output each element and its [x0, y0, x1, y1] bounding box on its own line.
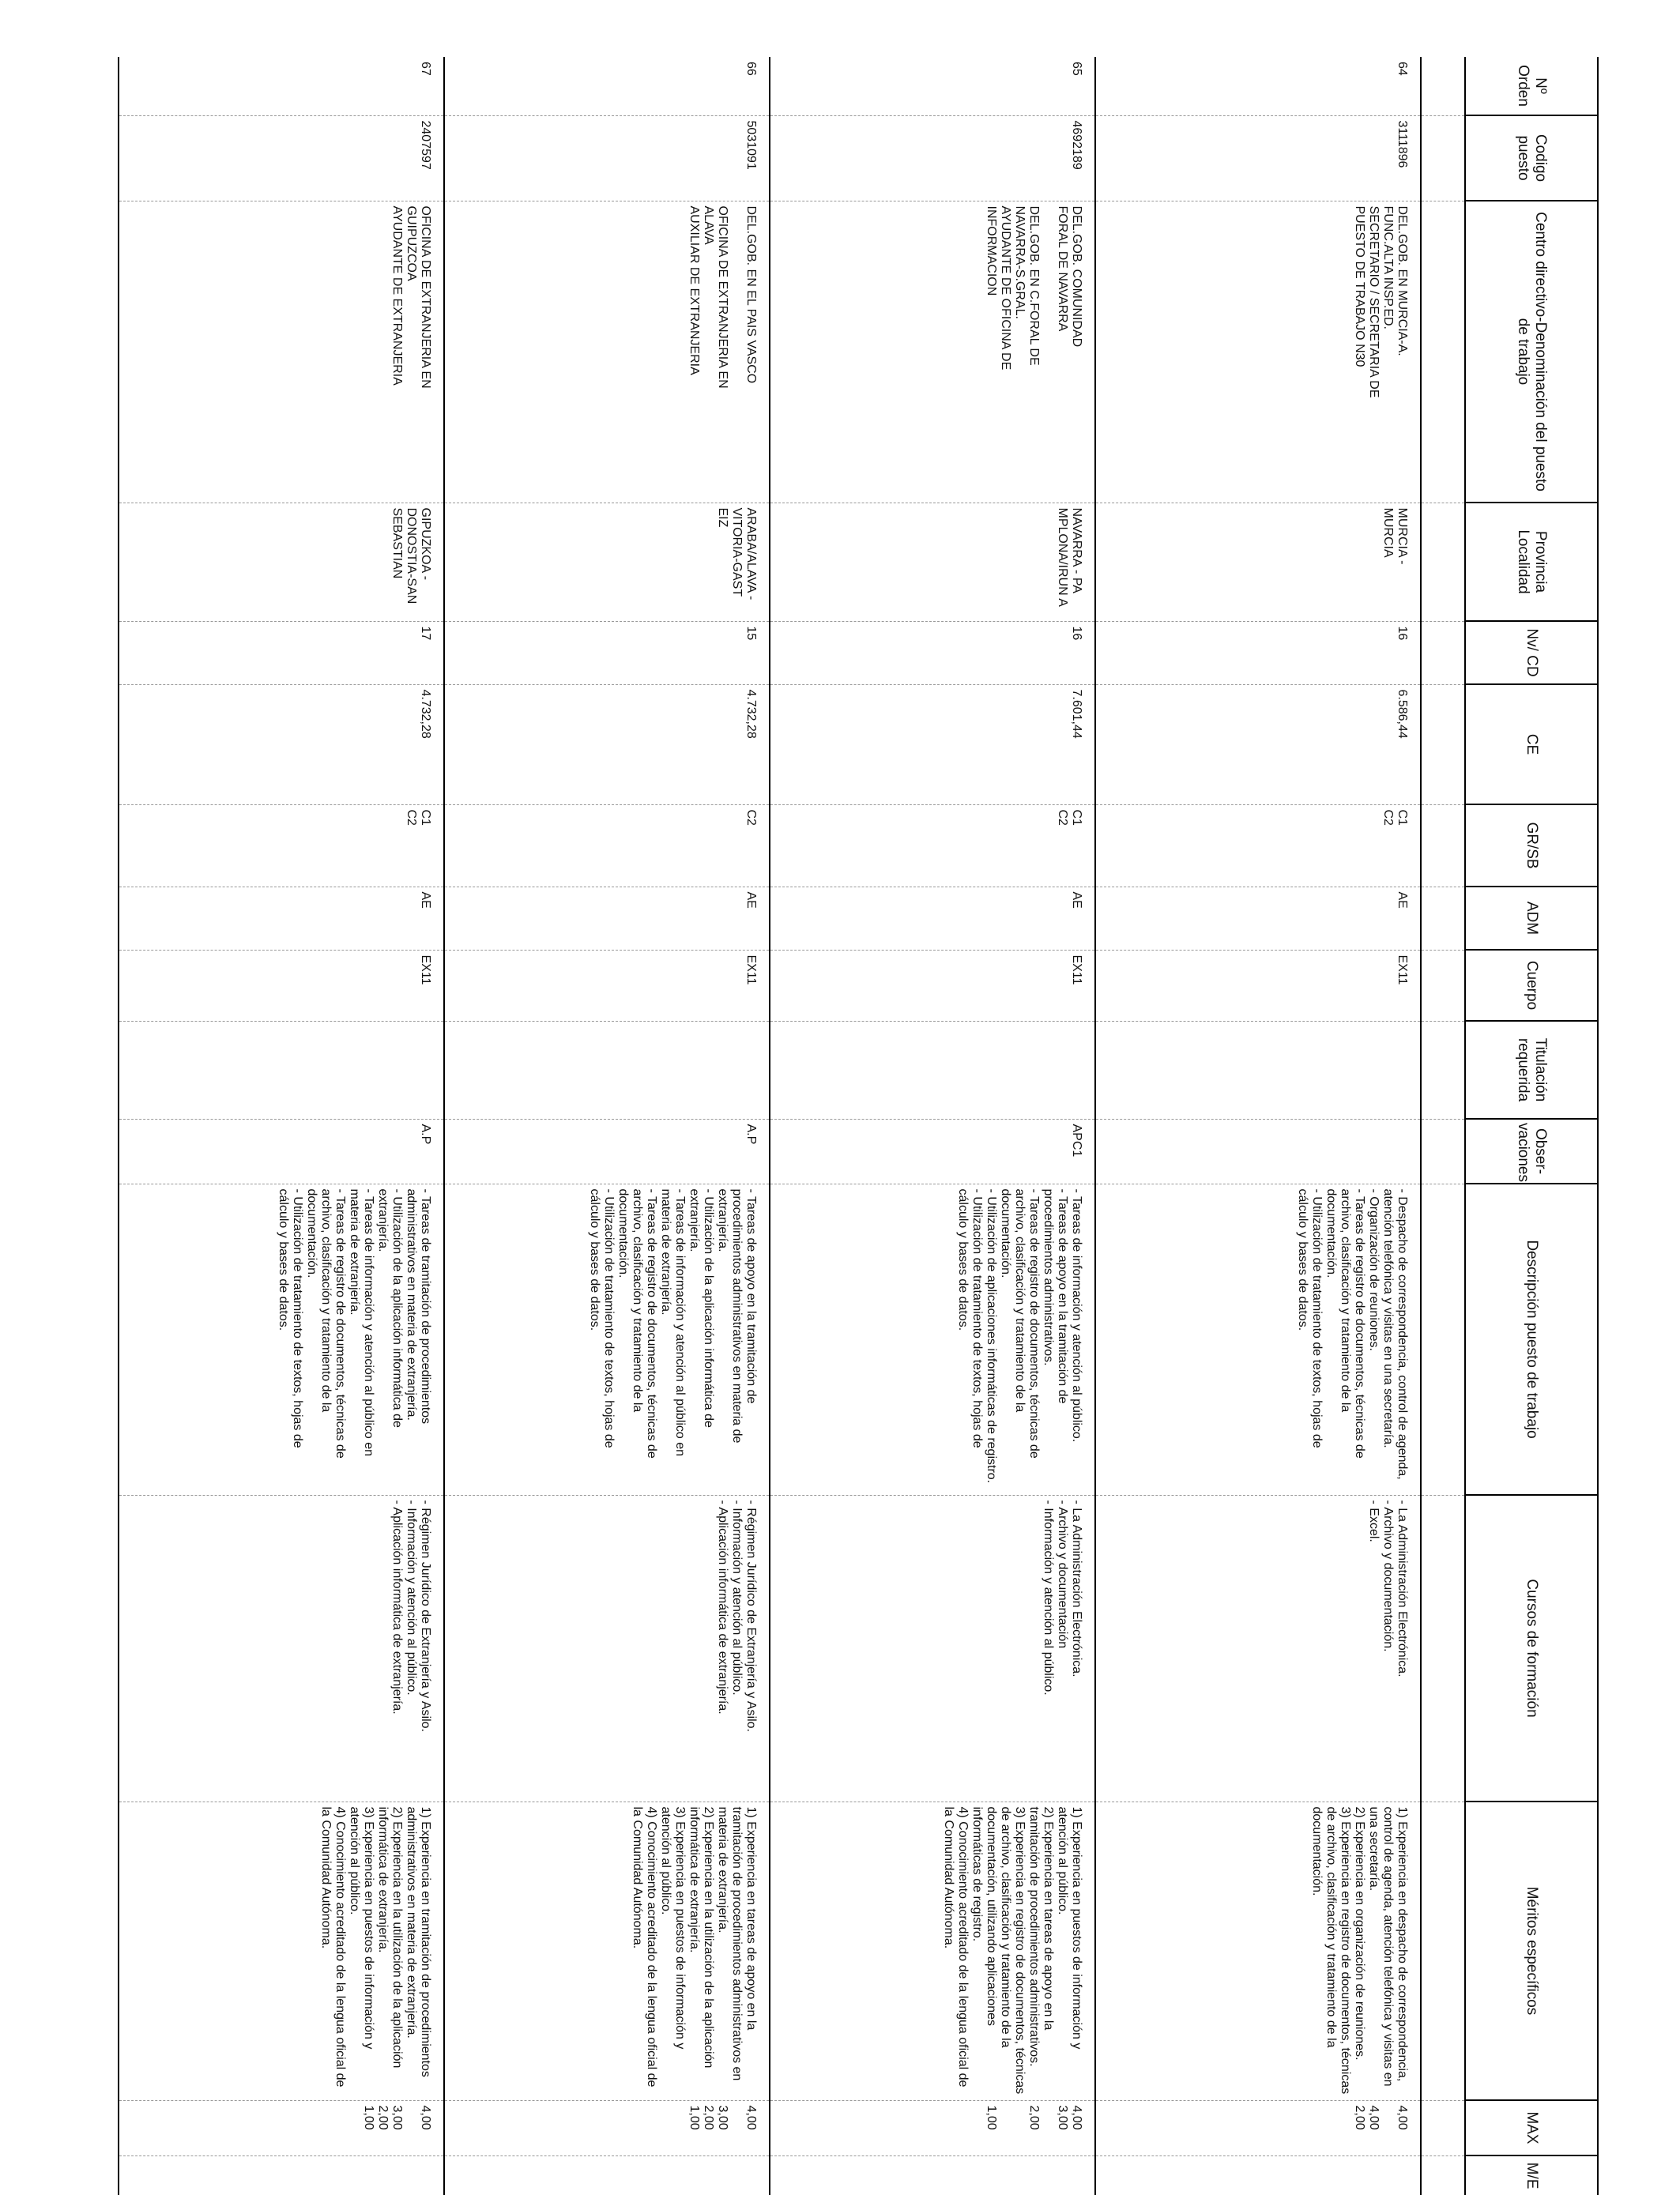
- meritos-line: 2) Experiencia en la utilización de la aplicación informática de extranjería.: [376, 1806, 404, 2069]
- cell-descripcion: [1095, 1184, 1421, 1495]
- cell-ce: 4.732,28: [444, 684, 770, 804]
- cell-descripcion: [770, 1184, 1095, 1495]
- cell-centro: [444, 201, 770, 503]
- cell-codigo: 4692189: [770, 115, 1095, 201]
- cell-nivel: 15: [444, 621, 770, 684]
- cell-max: [444, 2100, 770, 2155]
- max-line: 2,00: [1027, 2105, 1041, 2130]
- header-ce: CE: [1465, 684, 1598, 804]
- cursos-line: - Aplicación informática de extranjería.: [390, 1500, 404, 1715]
- cursos-line: - Archivo y documentación: [1056, 1500, 1069, 1649]
- cursos-line: - Excel.: [1367, 1500, 1381, 1542]
- centro-line: DEL.GOB. EN MURCIA-A.: [1396, 205, 1409, 356]
- header-provincia: Provincia Localidad: [1465, 503, 1598, 621]
- cell-cursos: [1095, 1495, 1421, 1802]
- cell-ce: 7.601,44: [770, 684, 1095, 804]
- cell-cuerpo: EX11: [119, 950, 444, 1021]
- cursos-line: - Aplicación informática de extranjería.: [716, 1500, 729, 1715]
- cell-centro: [119, 201, 444, 503]
- centro-line: AYUDANTE DE OFICINA DE: [999, 205, 1012, 371]
- cell-provincia: ARABA/ALAVA - VITORIA-GAST EIZ: [444, 503, 770, 621]
- cell-centro: [1095, 201, 1421, 503]
- cell-adm: AE: [444, 887, 770, 950]
- cell-ce: 4.732,28: [119, 684, 444, 804]
- header-max: MAX: [1465, 2100, 1598, 2155]
- cell-cuerpo: EX11: [1095, 950, 1421, 1021]
- cell-grupo: [119, 804, 444, 887]
- centro-line: INFORMACION: [985, 205, 998, 296]
- header-codigo: Codigo puesto: [1465, 115, 1598, 201]
- max-line: 2,00: [702, 2105, 715, 2130]
- cursos-line: - Información y atención al público.: [1042, 1500, 1055, 1696]
- header-me: M/E: [1465, 2155, 1598, 2195]
- max-line: 4,00: [419, 2105, 432, 2130]
- centro-line: SECRETARIO / SECRETARIA DE: [1367, 205, 1381, 398]
- spacer-row: [1421, 57, 1465, 2195]
- header-orden: Nº Orden: [1465, 57, 1598, 115]
- cursos-line: - La Administración Electrónica.: [1396, 1500, 1409, 1677]
- cell-centro: [770, 201, 1095, 503]
- cell-me: [444, 2155, 770, 2195]
- table-row: [770, 57, 1095, 2195]
- meritos-line: 3) Experiencia en registro de documentos, técnicas de archivo, clasificación y tratamiento de la documentación, utilizando aplicaciones informáticas de registro.: [970, 1806, 1026, 2095]
- cell-grupo: [770, 804, 1095, 887]
- cell-orden: 65: [770, 57, 1095, 115]
- cell-observaciones: APC1: [770, 1119, 1095, 1184]
- cell-descripcion: [444, 1184, 770, 1495]
- cell-cuerpo: EX11: [770, 950, 1095, 1021]
- max-line: [404, 2106, 418, 2151]
- cell-cursos: [444, 1495, 770, 1802]
- meritos-line: 3) Experiencia en puestos de información y atención al público.: [348, 1806, 375, 2050]
- cell-provincia: MURCIA - MURCIA: [1095, 503, 1421, 621]
- centro-line: OFICINA DE EXTRANJERIA EN: [716, 205, 729, 389]
- cell-adm: AE: [119, 887, 444, 950]
- max-line: [729, 2106, 744, 2151]
- max-line: 1,00: [687, 2105, 701, 2130]
- cell-codigo: 3111896: [1095, 115, 1421, 201]
- cursos-line: - La Administración Electrónica.: [1070, 1500, 1083, 1677]
- cell-adm: AE: [770, 887, 1095, 950]
- cell-meritos: [119, 1802, 444, 2100]
- cell-cursos: [119, 1495, 444, 1802]
- descripcion-line: - Tareas de información y atención al público en materia de extranjería.: [659, 1188, 687, 1457]
- max-line: [998, 2106, 1012, 2151]
- table-row: [444, 57, 770, 2195]
- descripcion-line: - Utilización de tratamiento de textos, hojas de cálculo y bases de datos.: [277, 1188, 304, 1448]
- descripcion-line: - Utilización de la aplicación informática de extranjería.: [376, 1188, 404, 1428]
- meritos-line: 1) Experiencia en despacho de correspondencia, control de agenda, atención telefónica y visitas en una secretaría.: [1367, 1806, 1409, 2087]
- descripcion-line: - Utilización de tratamiento de textos, hojas de cálculo y bases de datos.: [1296, 1188, 1324, 1448]
- grupo-line: C2: [405, 809, 418, 826]
- descripcion-line: - Utilización de tratamiento de textos, hojas de cálculo y bases de datos.: [588, 1188, 616, 1448]
- rotated-page: [143, 57, 1599, 2195]
- meritos-line: 1) Experiencia en puestos de información y atención al público.: [1056, 1806, 1083, 2050]
- max-line: 1,00: [985, 2105, 998, 2130]
- header-grupo: GR/SB: [1465, 804, 1598, 887]
- cell-observaciones: A.P: [444, 1119, 770, 1184]
- header-adm: ADM: [1465, 887, 1598, 950]
- cursos-line: - Archivo y documentación.: [1381, 1500, 1395, 1652]
- max-line: 3,00: [716, 2105, 729, 2130]
- meritos-line: 4) Conocimiento acreditado de la lengua oficial de la Comunidad Autónoma.: [319, 1806, 347, 2088]
- max-line: 2,00: [1353, 2105, 1366, 2130]
- cell-max: [770, 2100, 1095, 2155]
- header-row: [1465, 57, 1598, 2195]
- cell-provincia: NAVARRA - PA MPLONA/IRUN A: [770, 503, 1095, 621]
- header-cuerpo: Cuerpo: [1465, 950, 1598, 1021]
- descripcion-line: - Tareas de información y atención al público en materia de extranjería.: [348, 1188, 375, 1457]
- cell-orden: 64: [1095, 57, 1421, 115]
- centro-line: [729, 206, 744, 498]
- cell-max: [1095, 2100, 1421, 2155]
- centro-line: ALAVA: [702, 205, 715, 245]
- centro-line: [1041, 206, 1055, 498]
- header-centro: Centro directivo-Denominación del puesto de trabajo: [1465, 201, 1598, 503]
- cell-me: [1095, 2155, 1421, 2195]
- cell-nivel: 16: [1095, 621, 1421, 684]
- max-line: 3,00: [1056, 2105, 1069, 2130]
- puestos-table: [118, 57, 1599, 2195]
- meritos-line: 2) Experiencia en tareas de apoyo en la tramitación de procedimientos administrativos.: [1027, 1806, 1055, 2067]
- max-line: 2,00: [376, 2105, 390, 2130]
- max-line: [1381, 2106, 1395, 2151]
- header-meritos: Méritos específicos: [1465, 1802, 1598, 2100]
- cell-codigo: 2407597: [119, 115, 444, 201]
- meritos-line: 2) Experiencia en organización de reuniones.: [1353, 1806, 1366, 2061]
- cell-orden: 67: [119, 57, 444, 115]
- cell-me: [770, 2155, 1095, 2195]
- grupo-line: C1: [1070, 809, 1083, 826]
- meritos-line: 1) Experiencia en tramitación de procedimientos administrativos en materia de extranjería.: [405, 1806, 432, 2077]
- centro-line: AYUDANTE DE EXTRANJERIA: [390, 205, 404, 386]
- cell-descripcion: [119, 1184, 444, 1495]
- meritos-line: 3) Experiencia en puestos de información y atención al público.: [659, 1806, 687, 2050]
- table-row: [119, 57, 444, 2195]
- cursos-line: - Régimen Jurídico de Extranjería y Asilo.: [419, 1500, 432, 1732]
- max-line: [1012, 2106, 1026, 2151]
- meritos-line: 2) Experiencia en la utilización de la aplicación informática de extranjería.: [687, 1806, 715, 2069]
- cell-titulacion: [1095, 1021, 1421, 1119]
- max-line: 4,00: [744, 2105, 758, 2130]
- max-line: [1041, 2106, 1055, 2151]
- max-line: 4,00: [1396, 2105, 1409, 2130]
- table-row: [1095, 57, 1421, 2195]
- descripcion-line: - Tareas de registro de documentos, técnicas de archivo, clasificación y tratamiento de la documentación.: [305, 1188, 347, 1459]
- cell-provincia: GIPUZKOA - DONOSTIA-SAN SEBASTIAN: [119, 503, 444, 621]
- cell-me: [119, 2155, 444, 2195]
- cell-grupo: [444, 804, 770, 887]
- header-observaciones: Obser-vaciones: [1465, 1119, 1598, 1184]
- descripcion-line: - Utilización de tratamiento de textos, hojas de cálculo y bases de datos.: [956, 1188, 984, 1448]
- grupo-line: C2: [744, 809, 758, 826]
- cell-grupo: [1095, 804, 1421, 887]
- descripcion-line: - Tareas de información y atención al público.: [1070, 1188, 1083, 1443]
- centro-line: FUNC.ALTA INSP.ED.: [1381, 205, 1395, 329]
- centro-line: DEL.GOB. EN EL PAIS VASCO: [744, 205, 758, 384]
- cell-meritos: [444, 1802, 770, 2100]
- table-body: [119, 57, 1465, 2195]
- grupo-line: C1: [1396, 809, 1409, 826]
- cell-adm: AE: [1095, 887, 1421, 950]
- cell-titulacion: [444, 1021, 770, 1119]
- centro-line: NAVARRA-S.GRAL.: [1013, 205, 1026, 319]
- header-descripcion: Descripción puesto de trabajo: [1465, 1184, 1598, 1495]
- max-line: 1,00: [362, 2105, 375, 2130]
- centro-line: DEL.GOB. COMUNIDAD: [1070, 205, 1083, 348]
- cursos-line: - Régimen Jurídico de Extranjería y Asilo.: [744, 1500, 758, 1732]
- header-titulacion: Titulación requerida: [1465, 1021, 1598, 1119]
- descripcion-line: - Tareas de tramitación de procedimientos administrativos en materia de extranjería.: [405, 1188, 432, 1425]
- header-cursos: Cursos de formación: [1465, 1495, 1598, 1802]
- cursos-line: - Información y atención al público.: [730, 1500, 744, 1696]
- descripcion-line: - Organización de reuniones.: [1367, 1188, 1381, 1351]
- cell-ce: 6.586,44: [1095, 684, 1421, 804]
- cell-nivel: 17: [119, 621, 444, 684]
- grupo-line: C2: [1056, 809, 1069, 826]
- meritos-line: 4) Conocimiento acreditado de la lengua oficial de la Comunidad Autónoma.: [631, 1806, 658, 2088]
- descripcion-line: - Utilización de aplicaciones informáticas de registro.: [985, 1188, 998, 1484]
- grupo-line: C1: [419, 809, 432, 826]
- meritos-line: 3) Experiencia en registro de documentos, técnicas de archivo, clasificación y tratamiento de la documentación.: [1310, 1806, 1352, 2095]
- cell-cursos: [770, 1495, 1095, 1802]
- cell-meritos: [1095, 1802, 1421, 2100]
- meritos-line: 4) Conocimiento acreditado de la lengua oficial de la Comunidad Autónoma.: [942, 1806, 970, 2088]
- descripcion-line: - Tareas de registro de documentos, técnicas de archivo, clasificación y tratamiento de la documentación.: [616, 1188, 658, 1459]
- cell-titulacion: [770, 1021, 1095, 1119]
- cell-max: [119, 2100, 444, 2155]
- cell-orden: 66: [444, 57, 770, 115]
- cursos-line: - Información y atención al público.: [405, 1500, 418, 1696]
- grupo-line: C2: [1381, 809, 1395, 826]
- cell-cuerpo: EX11: [444, 950, 770, 1021]
- descripcion-line: - Tareas de registro de documentos, técnicas de archivo, clasificación y tratamiento de la documentación.: [1324, 1188, 1366, 1459]
- cell-nivel: 16: [770, 621, 1095, 684]
- descripcion-line: - Tareas de apoyo en la tramitación de procedimientos administrativos.: [1042, 1188, 1069, 1404]
- descripcion-line: - Tareas de apoyo en la tramitación de procedimientos administrativos en materia de extranjería.: [716, 1188, 758, 1444]
- max-line: 3,00: [390, 2105, 404, 2130]
- centro-line: FORAL DE NAVARRA: [1056, 205, 1069, 332]
- centro-line: OFICINA DE EXTRANJERIA EN: [419, 205, 432, 389]
- cell-titulacion: [119, 1021, 444, 1119]
- cell-observaciones: [1095, 1119, 1421, 1184]
- cell-meritos: [770, 1802, 1095, 2100]
- max-line: 4,00: [1367, 2105, 1381, 2130]
- descripcion-line: - Utilización de la aplicación informática de extranjería.: [687, 1188, 715, 1428]
- cell-codigo: 5031091: [444, 115, 770, 201]
- centro-line: DEL.GOB. EN C.FORAL DE: [1027, 205, 1041, 366]
- descripcion-line: - Tareas de registro de documentos, técnicas de archivo, clasificación y tratamiento de la documentación.: [999, 1188, 1041, 1459]
- descripcion-line: - Despacho de correspondencia, control de agenda, atención telefónica y visitas en una secretaría.: [1381, 1188, 1409, 1480]
- cell-observaciones: A.P: [119, 1119, 444, 1184]
- header-nivel: Nv/ CD: [1465, 621, 1598, 684]
- meritos-line: 1) Experiencia en tareas de apoyo en la tramitación de procedimientos administrativos en materia de extranjería.: [716, 1806, 758, 2081]
- centro-line: AUXILIAR DE EXTRANJERIA: [687, 205, 701, 375]
- max-line: 4,00: [1070, 2105, 1083, 2130]
- centro-line: PUESTO DE TRABAJO N30: [1353, 205, 1366, 367]
- centro-line: GUIPUZCOA: [405, 205, 418, 281]
